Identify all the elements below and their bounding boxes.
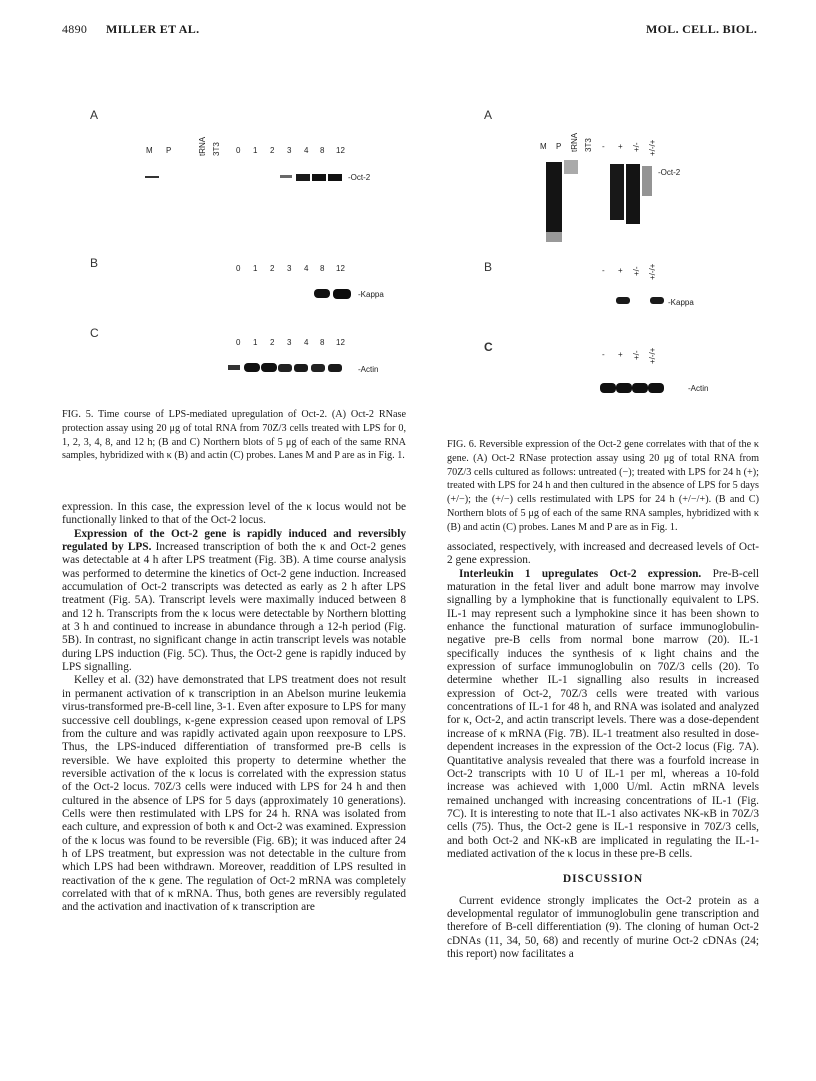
fig6-panel-c-gel [598, 380, 668, 396]
fig5-lane-m: M [146, 146, 153, 155]
fig5-panel-c-gel [226, 360, 356, 376]
fig6-panel-a-label: A [484, 108, 493, 122]
gel-band [610, 164, 624, 220]
gel-band [280, 175, 292, 178]
paragraph-body: Increased transcription of both the κ and Oct-2 genes was detectable at 4 h after LPS treatment (Fig. 3B). A time course analysis was performed to determine the kinetics of Oct-2 gene induction. Increased accumulation of Oct-2 transcripts was detected as early as 2 h after LPS treatment (Fig. 5A). Transcript levels were maximally induced between 8 and 12 h. Transcripts from the κ locus were detectable by Northern blotting at 3 h and continued to increase in abundance through a 12-h period (Fig. 5B). In contrast, no significant change in actin transcript levels was notable during LPS induction (Fig. 5C). Thus, the Oct-2 gene is rapidly induced by LPS signalling. [62, 541, 406, 674]
paragraph: expression. In this case, the expression level of the κ locus would not be functionally linked to that of the Oct-2 locus. [62, 501, 406, 527]
fig5-c-lane: 2 [270, 338, 275, 347]
journal-name: MOL. CELL. BIOL. [646, 22, 758, 36]
fig5-lane-time: 1 [253, 146, 258, 155]
gel-band [546, 232, 562, 242]
fig6-c-lane: + [618, 350, 623, 359]
gel-band [278, 364, 292, 372]
fig5-lane-time: 8 [320, 146, 325, 155]
gel-band [294, 364, 308, 372]
paragraph-body: Pre-B-cell maturation in the fetal liver and adult bone marrow may involve signalling by a lymphokine that is functionally equivalent to LPS. IL-1 may represent such a lymphokine since it has been shown to enhance the functional maturation of surface immunoglobulin-negative pre-B cells from normal bone marrow (20). IL-1 specifically induces the synthesis of κ light chains and the expression of surface immunoglobulin on 70Z/3 cells (20). To determine whether IL-1 signalling also results in increased expression of Oct-2, 70Z/3 cells were treated with various concentrations of IL-1 for 48 h, and RNA was isolated and analyzed for κ, Oct-2, and actin transcript levels. There was a dose-dependent increase of κ mRNA (Fig. 7B). IL-1 treatment also resulted in dose-dependent increases in the expression of the Oct-2 locus (Fig. 7A). Quantitative analysis revealed that there was a fourfold increase in Oct-2 transcripts with 10 U of IL-1 per ml, whereas a 10-fold increase was achieved with 1,000 U/ml. Actin mRNA levels remained unchanged with increasing concentrations of IL-1 (Fig. 7C). It is interesting to note that IL-1 also activates NK-κB in 70Z/3 cells (75). Thus, the Oct-2 gene is IL-1 responsive in 70Z/3 cells, and both Oct-2 and NK-κB are implicated in regulating the IL-1-mediated activation of the κ locus in these pre-B cells. [447, 567, 760, 860]
figure-5 [60, 100, 390, 390]
fig5-panel-c-label: C [90, 326, 99, 340]
gel-band [564, 160, 578, 174]
gel-band [648, 383, 664, 393]
fig5-lane-time: 3 [287, 146, 292, 155]
fig5-b-lane: 3 [287, 264, 292, 273]
fig6-lane: +/-/+ [648, 139, 657, 156]
gel-band [328, 174, 342, 181]
fig5-b-lane: 2 [270, 264, 275, 273]
fig6-c-lane: +/-/+ [648, 347, 657, 364]
gel-band [632, 383, 648, 393]
gel-band [228, 365, 240, 370]
section-runin-heading: Expression of the Oct-2 gene is rapidly induced and reversibly regulated by LPS. [62, 527, 406, 554]
figure-6-caption: FIG. 6. Reversible expression of the Oct-2 gene correlates with that of the κ gene. (A) Oct-2 RNase protection assay using 20 μg of total RNA from 70Z/3 cells cultured as follows: untreated (−); treated with LPS for 24 h (+); treated with LPS for 24 h and then cultured in the absence of LPS for 5 days (+/−); the (+/−) cells restimulated with LPS for 24 h (+/−/+). (B and C) Northern blots of 5 μg of each of the same RNA samples, hybridized with κ (B) and actin (C) probes. Lanes M and P are as in Fig. 1. [447, 439, 759, 533]
fig6-c-lane: +/- [632, 350, 641, 360]
fig5-panel-b-label: B [90, 256, 99, 270]
fig6-actin-label: -Actin [688, 384, 709, 393]
figure-5-caption: FIG. 5. Time course of LPS-mediated upregulation of Oct-2. (A) Oct-2 RNase protection assay using 20 μg of total RNA from 70Z/3 cells treated with LPS for 0, 1, 2, 3, 4, 8, and 12 h; (B and C) Northern blots of 5 μg of each of the same RNA samples, hybridized with κ (B) and actin (C) probes. Lanes M and P are as in Fig. 1. [62, 409, 406, 462]
gel-band [333, 289, 351, 299]
gel-band [600, 383, 616, 393]
fig6-panel-b-gel [610, 294, 670, 308]
fig5-actin-label: -Actin [358, 365, 379, 374]
fig6-b-lane: +/- [632, 266, 641, 276]
fig5-c-lane: 12 [336, 338, 345, 347]
discussion-heading: DISCUSSION [562, 873, 644, 886]
fig6-lane: +/- [632, 142, 641, 152]
fig6-lane: tRNA [570, 132, 579, 152]
fig5-lane-trna: tRNA [198, 136, 207, 156]
gel-band [626, 164, 640, 224]
fig5-c-lane: 1 [253, 338, 258, 347]
fig6-lane: P [556, 142, 562, 151]
figure-6 [470, 100, 770, 430]
running-authors: MILLER ET AL. [106, 22, 200, 36]
fig6-panel-c-label: C [484, 340, 493, 354]
fig5-lane-time: 2 [270, 146, 275, 155]
gel-band [546, 162, 562, 232]
fig5-c-lane: 4 [304, 338, 309, 347]
paragraph [447, 568, 759, 862]
fig5-b-lane: 4 [304, 264, 309, 273]
paragraph: Current evidence strongly implicates the Oct-2 protein as a developmental regulator of immunoglobulin gene transcription and therefore of B-cell differentiation (9). The cloning of human Oct-2 cDNAs (11, 34, 50, 68) and recently of murine Oct-2 cDNAs (24; this report) now facilitates a [447, 894, 759, 960]
gel-band [328, 364, 342, 372]
gel-band [642, 166, 652, 196]
fig6-b-lane: - [602, 266, 605, 275]
gel-band [145, 176, 159, 178]
gel-band [244, 363, 260, 372]
fig6-oct2-label: -Oct-2 [658, 168, 681, 177]
fig6-b-lane: +/-/+ [648, 263, 657, 280]
fig5-kappa-label: -Kappa [358, 290, 384, 299]
paragraph [62, 528, 406, 675]
fig5-c-lane: 3 [287, 338, 292, 347]
fig6-kappa-label: -Kappa [668, 298, 694, 307]
paragraph: Kelley et al. (32) have demonstrated that LPS treatment does not result in permanent activation of κ transcription in an Abelson murine leukemia virus-transformed pre-B-cell line, 3-1. Even after exposure to LPS for many successive cell doublings, κ-gene expression ceased upon removal of LPS from the culture and was rapidly activated again upon reexposure to LPS. Thus, the LPS-induced differentiation of transformed pre-B cells is reversible. We have exploited this property to determine whether the reversible activation of the κ locus is correlated with the expression status of the Oct-2 locus. 70Z/3 cells were induced with LPS for 24 h and then cultured in the absence of LPS for 5 days (approximately 10 generations). Cells were then restimulated with LPS for 24 h. RNA was isolated from each culture, and expression of both κ and Oct-2 was examined. Expression of the κ locus was found to be reversible (Fig. 6B); it was induced after 24 h of LPS treatment, but expression was not detectable in the culture from which LPS had been withdrawn. Moreover, readdition of LPS resulted in reactivation of the κ gene. The regulation of Oct-2 mRNA was completely correlated with that of κ mRNA. Thus, both genes are reversibly regulated and the activation and inactivation of κ transcription are [62, 674, 406, 914]
fig6-lane: + [618, 142, 623, 151]
fig5-lane-time: 12 [336, 146, 345, 155]
section-runin-heading: Interleukin 1 upregulates Oct-2 expression. [459, 567, 702, 580]
gel-band [296, 174, 310, 181]
fig6-panel-a-gel [532, 160, 662, 250]
fig6-c-lane: - [602, 350, 605, 359]
fig5-b-lane: 1 [253, 264, 258, 273]
page-number: 4890 [62, 22, 88, 36]
fig5-lane-time: 0 [236, 146, 241, 155]
left-text-column [62, 501, 406, 915]
fig5-c-lane: 8 [320, 338, 325, 347]
fig5-b-lane: 0 [236, 264, 241, 273]
fig6-lane: 3T3 [584, 138, 593, 152]
gel-band [312, 174, 326, 181]
fig5-b-lane: 8 [320, 264, 325, 273]
fig6-panel-b-label: B [484, 260, 493, 274]
fig5-panel-b-gel [310, 286, 360, 302]
gel-band [616, 383, 632, 393]
fig5-b-lane: 12 [336, 264, 345, 273]
gel-band [616, 297, 630, 304]
fig5-panel-a-gel [140, 170, 350, 186]
gel-band [650, 297, 664, 304]
fig5-lane-p: P [166, 146, 172, 155]
fig5-panel-a-label: A [90, 108, 99, 122]
fig5-lane-3t3: 3T3 [212, 142, 221, 156]
fig6-lane: - [602, 142, 605, 151]
fig5-oct2-label: -Oct-2 [348, 173, 371, 182]
gel-band [311, 364, 325, 372]
fig5-c-lane: 0 [236, 338, 241, 347]
right-text-column [447, 541, 759, 961]
fig5-lane-time: 4 [304, 146, 309, 155]
gel-band [261, 363, 277, 372]
fig6-b-lane: + [618, 266, 623, 275]
fig6-lane: M [540, 142, 547, 151]
paragraph: associated, respectively, with increased and decreased levels of Oct-2 gene expression. [447, 541, 759, 567]
gel-band [314, 289, 330, 298]
